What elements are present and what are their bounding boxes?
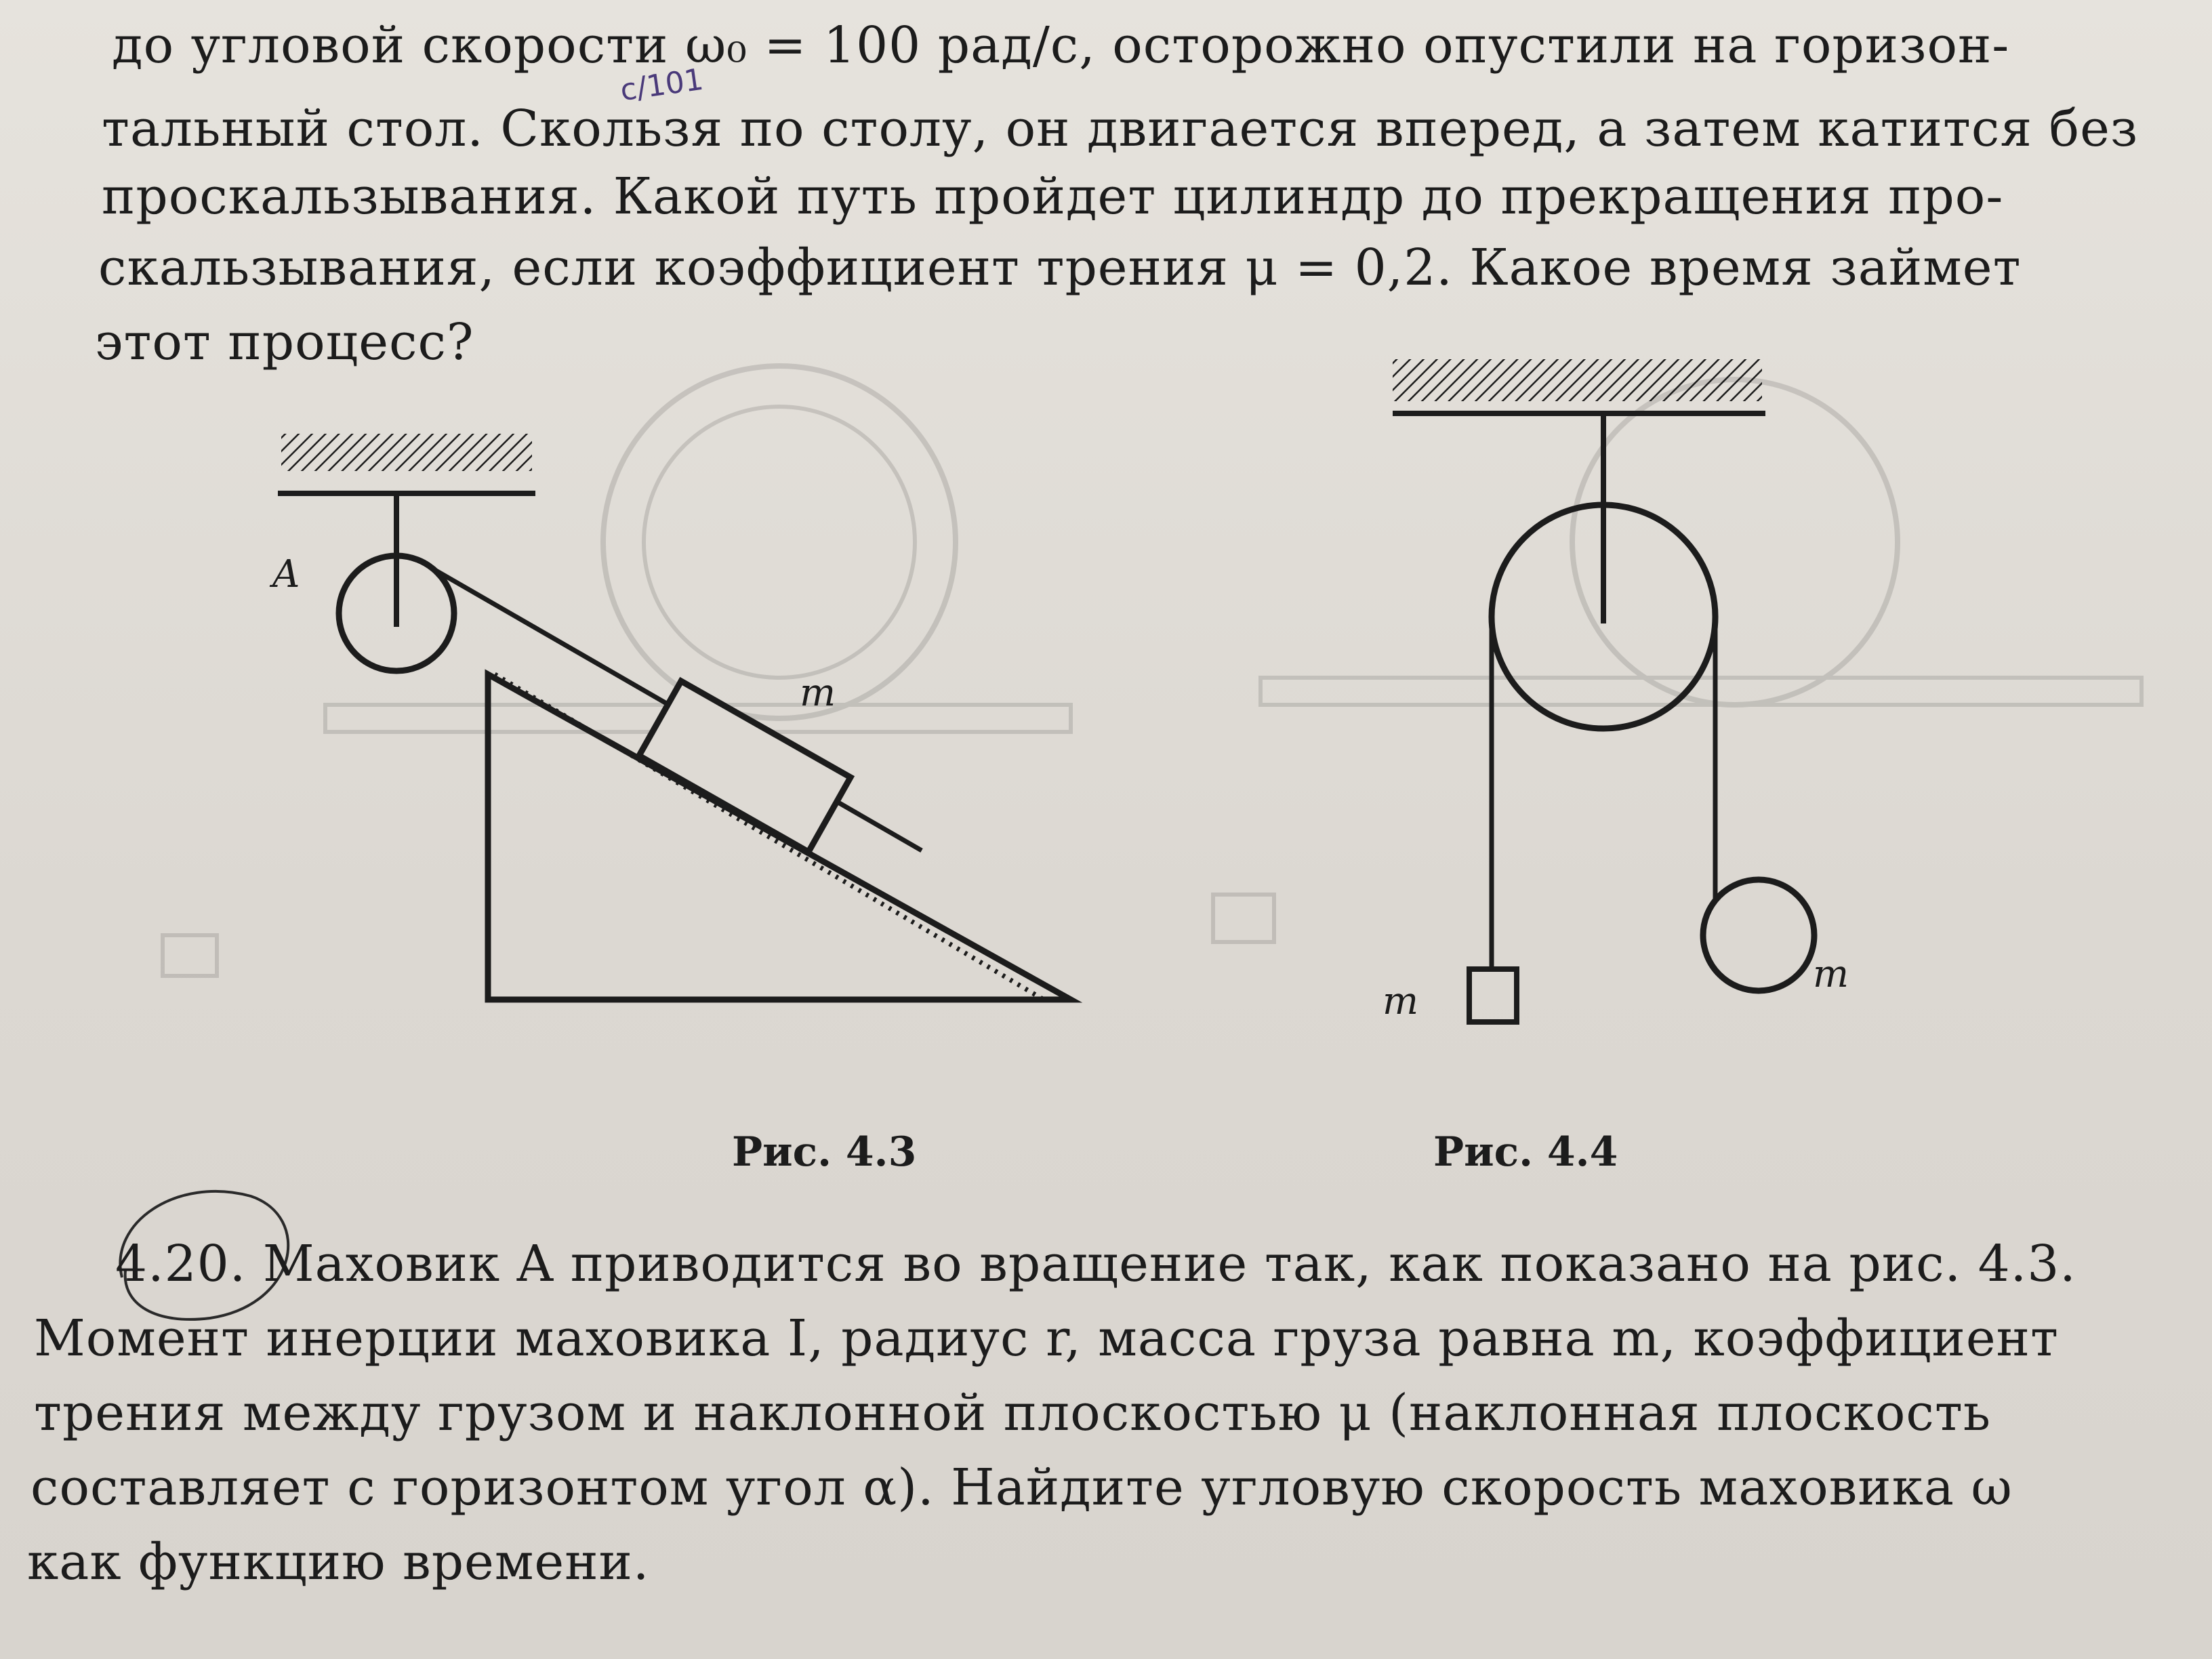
top-text-line-3: проскальзывания. Какой путь пройдет цилиндр до прекращения про- — [102, 167, 2004, 226]
caption-fig-4-4: Рис. 4.4 — [1433, 1128, 1618, 1176]
problem-number: 4.20. — [115, 1235, 247, 1293]
hanging-block-m — [1469, 969, 1517, 1022]
caption-fig-4-3: Рис. 4.3 — [732, 1128, 917, 1176]
figure-4-3 — [271, 407, 1423, 1017]
problem-4-20-line-3: трения между грузом и наклонной плоскостью μ (наклонная плоскость — [34, 1384, 1992, 1442]
top-text-line-2: тальный стол. Скользя по столу, он двигается вперед, а затем катится без — [102, 100, 2139, 158]
problem-4-20-line-4: составляет с горизонтом угол α). Найдите угловую скорость маховика ω — [30, 1458, 2013, 1517]
problem-text-1: Маховик A приводится во вращение так, как показано на рис. 4.3. — [262, 1235, 2076, 1293]
problem-4-20-line-2: Момент инерции маховика I, радиус r, масса груза равна m, коэффициент — [34, 1309, 2059, 1368]
figure-4-4 — [1376, 339, 1850, 1050]
label-mass-m-fig-4-3: m — [800, 671, 836, 715]
handwritten-note: c/101 — [618, 62, 705, 108]
problem-4-20-line-1 — [115, 1233, 2076, 1294]
ceiling-hatch — [281, 434, 532, 471]
top-text-line-1: до угловой скорости ω₀ = 100 рад/с, осторожно опустили на горизон- — [112, 16, 2010, 75]
label-flywheel-a: A — [272, 552, 300, 596]
top-text-line-4: скальзывания, если коэффициент трения μ = 0,2. Какое время займет — [98, 239, 2022, 297]
problem-4-20-line-5: как функцию времени. — [27, 1533, 650, 1591]
label-block-m-fig-4-4: m — [1382, 979, 1419, 1023]
ceiling-hatch-2 — [1393, 359, 1762, 401]
hanging-cylinder-m — [1703, 880, 1814, 991]
top-text-line-5: этот процесс? — [95, 313, 474, 371]
label-cylinder-m-fig-4-4: m — [1813, 952, 1849, 996]
